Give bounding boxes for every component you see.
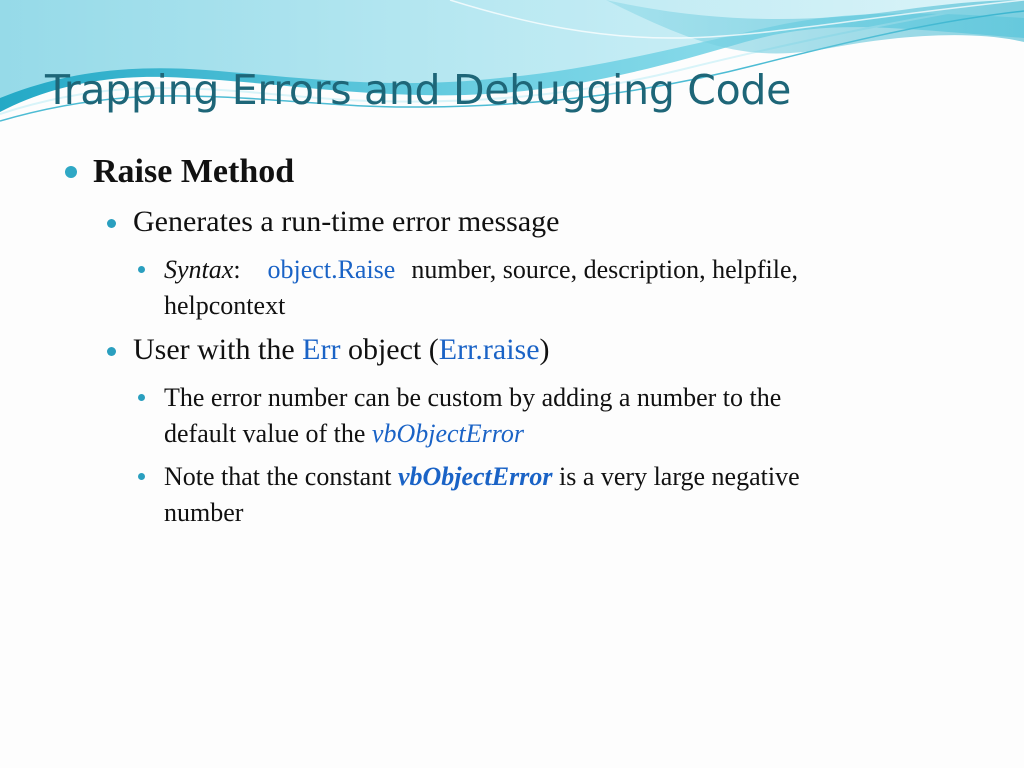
bullet-level3-icon [138, 473, 145, 480]
custom-error-line-2 [164, 416, 524, 452]
err-object-line [133, 333, 550, 367]
syntax-code: object.Raise [267, 255, 396, 284]
raise-method-heading: Raise Method [93, 153, 295, 190]
bullet-level2-icon [107, 347, 116, 356]
err-middle: object ( [340, 333, 439, 366]
syntax-colon: : [233, 255, 241, 284]
bullet-level1-icon [65, 166, 77, 178]
syntax-line-1 [164, 252, 798, 288]
custom-error-prefix: default value of the [164, 419, 372, 448]
page-title: Trapping Errors and Debugging Code [45, 66, 792, 114]
vbobjecterror-bold: vbObjectError [397, 462, 553, 491]
err-raise-code: Err.raise [438, 333, 540, 366]
vbobjecterror-inline: vbObjectError [371, 419, 525, 448]
bullet-level3-icon [138, 266, 145, 273]
bullet-level2-icon [107, 219, 116, 228]
constant-note-prefix: Note that the constant [164, 462, 398, 491]
err-suffix: ) [539, 333, 550, 366]
generates-error-text: Generates a run-time error message [133, 205, 560, 238]
syntax-line-2: helpcontext [164, 291, 286, 320]
custom-error-line-1: The error number can be custom by adding a number to the [164, 383, 782, 412]
constant-note-suffix: is a very large negative [552, 462, 800, 491]
syntax-label: Syntax [164, 255, 234, 284]
constant-note-line-2: number [164, 498, 244, 527]
err-prefix: User with the [133, 333, 303, 366]
bullet-level3-icon [138, 394, 145, 401]
err-object-name: Err [302, 333, 341, 366]
syntax-arguments-line1: number, source, description, helpfile, [411, 255, 799, 284]
constant-note-line-1 [164, 459, 800, 495]
